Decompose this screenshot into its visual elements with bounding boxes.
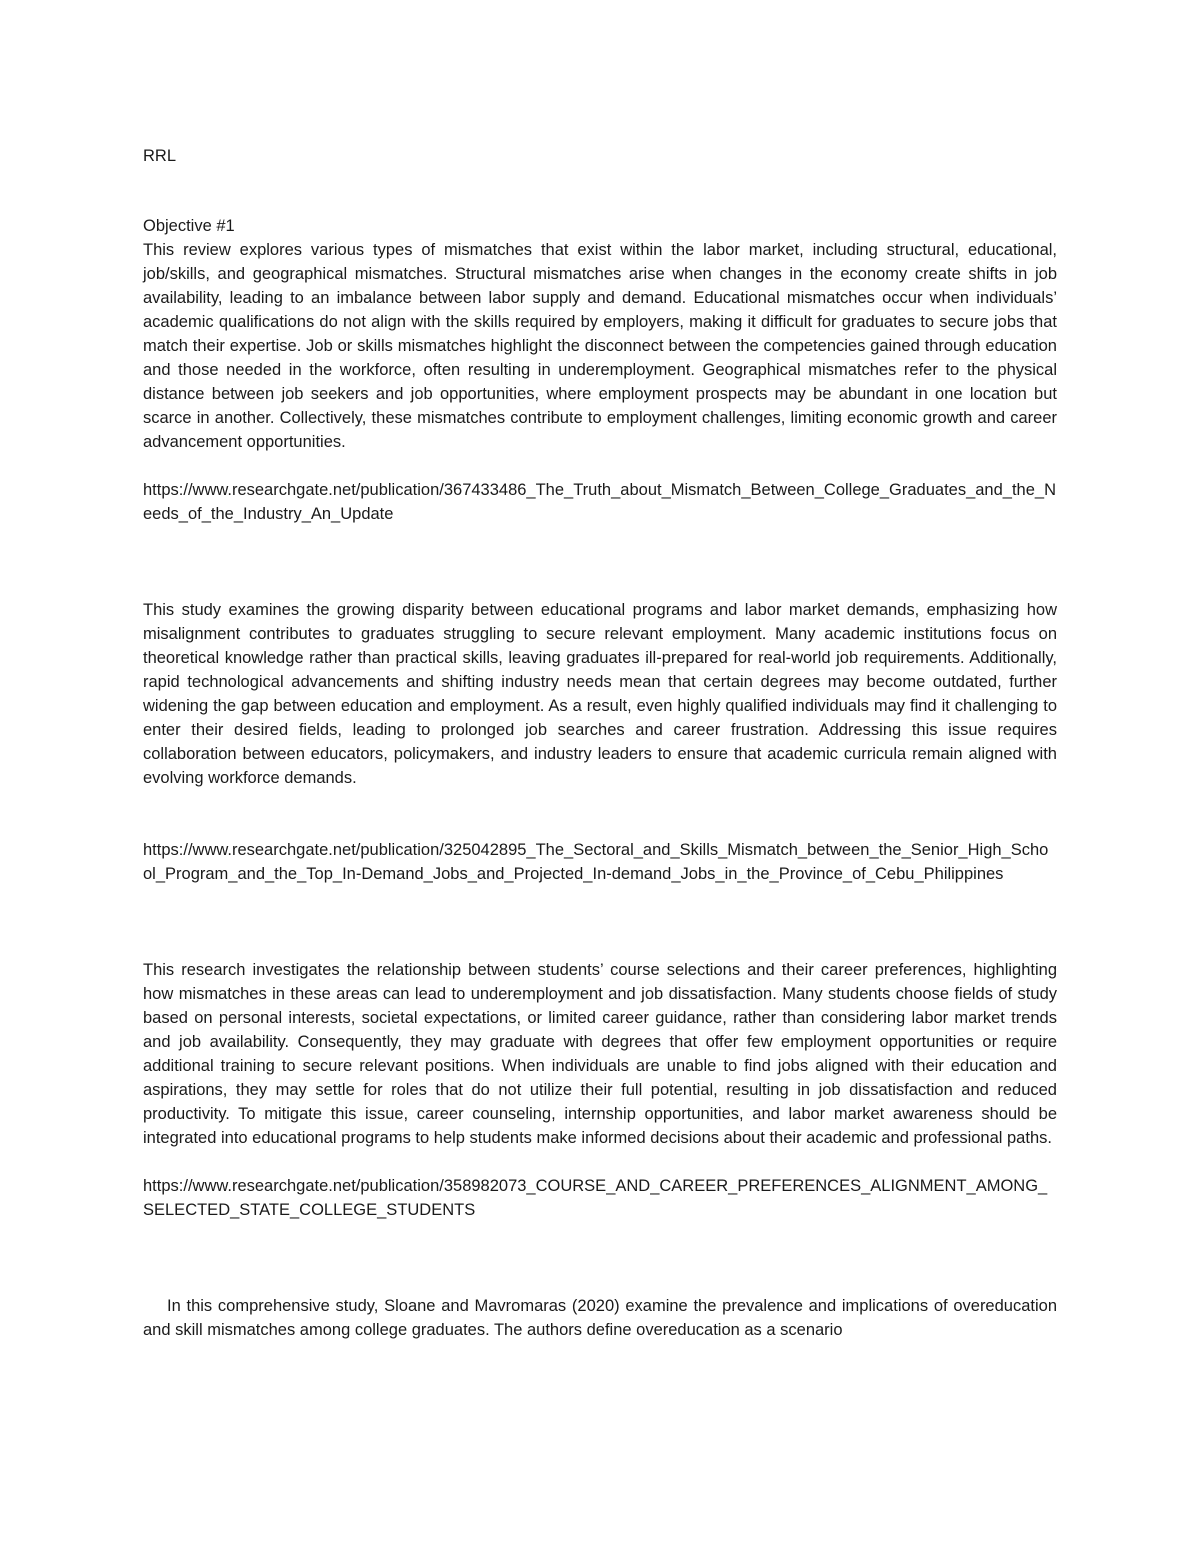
document-page (143, 130, 1057, 1342)
objective-heading: Objective #1 (143, 217, 235, 235)
review-paragraph-1: This review explores various types of mismatches that exist within the labor market, including structural, educational, job/skills, and geographical mismatches. Structural mismatches arise when changes in the economy create shifts in job availability, leading to an imbalance between labor supply and demand. Educational mismatches occur when individuals’ academic qualifications do not align with the skills required by employers, making it difficult for graduates to secure jobs that match their expertise. Job or skills mismatches highlight the disconnect between the competencies gained through education and those needed in the workforce, often resulting in underemployment. Geographical mismatches refer to the physical distance between job seekers and job opportunities, where employment prospects may be abundant in one location but scarce in another. Collectively, these mismatches contribute to employment challenges, limiting economic growth and career advancement opportunities. (143, 241, 1057, 451)
reference-link-1[interactable]: https://www.researchgate.net/publication/367433486_The_Truth_about_Mismatch_Between_College_Graduates_and_the_Needs_of_the_Industry_An_Update (143, 481, 1056, 523)
review-paragraph-2: This study examines the growing disparity between educational programs and labor market demands, emphasizing how misalignment contributes to graduates struggling to secure relevant employment. Many academic institutions focus on theoretical knowledge rather than practical skills, leaving graduates ill-prepared for real-world job requirements. Additionally, rapid technological advancements and shifting industry needs mean that certain degrees may become outdated, further widening the gap between education and employment. As a result, even highly qualified individuals may find it challenging to enter their desired fields, leading to prolonged job searches and career frustration. Addressing this issue requires collaboration between educators, policymakers, and industry leaders to ensure that academic curricula remain aligned with evolving workforce demands. (143, 601, 1057, 787)
reference-link-2[interactable]: https://www.researchgate.net/publication/325042895_The_Sectoral_and_Skills_Mismatch_between_the_Senior_High_School_Program_and_the_Top_In-Demand_Jobs_and_Projected_In-demand_Jobs_in_the_Province_of_Cebu_Philippines (143, 841, 1049, 883)
review-paragraph-4: In this comprehensive study, Sloane and Mavromaras (2020) examine the prevalence and implications of overeducation and skill mismatches among college graduates. The authors define overeducation as a scenario (143, 1297, 1057, 1339)
reference-link-3[interactable]: https://www.researchgate.net/publication/358982073_COURSE_AND_CAREER_PREFERENCES_ALIGNMENT_AMONG_SELECTED_STATE_COLLEGE_STUDENTS (143, 1177, 1048, 1219)
review-paragraph-3: This research investigates the relationship between students’ course selections and their career preferences, highlighting how mismatches in these areas can lead to underemployment and job dissatisfaction. Many students choose fields of study based on personal interests, societal expectations, or limited career guidance, rather than considering labor market trends and job availability. Consequently, they may graduate with degrees that offer few employment opportunities or require additional training to secure relevant positions. When individuals are unable to find jobs aligned with their education and aspirations, they may settle for roles that do not utilize their full potential, resulting in job dissatisfaction and reduced productivity. To mitigate this issue, career counseling, internship opportunities, and labor market awareness should be integrated into educational programs to help students make informed decisions about their academic and professional paths. (143, 961, 1057, 1147)
document-title: RRL (143, 147, 177, 165)
